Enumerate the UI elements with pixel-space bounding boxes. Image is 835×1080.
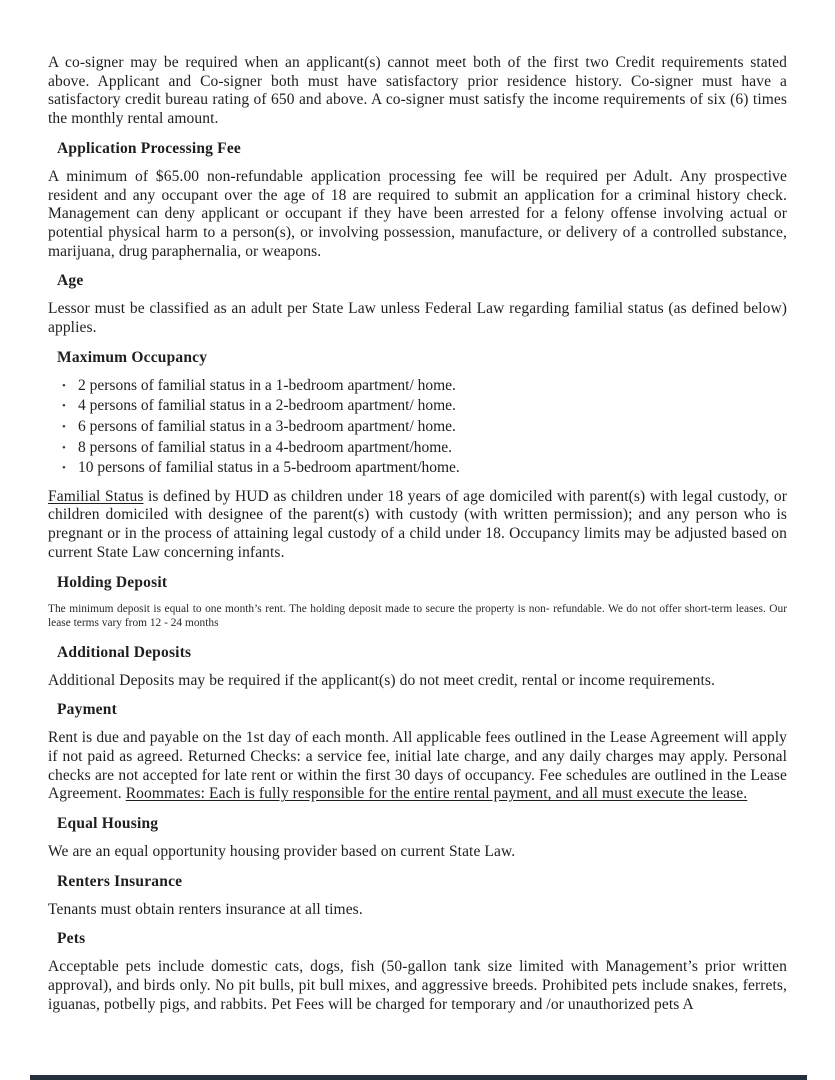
equal-housing-paragraph: We are an equal opportunity housing provider based on current State Law. <box>48 843 516 861</box>
occupancy-list-item <box>62 459 787 478</box>
application-processing-fee-paragraph: A minimum of $65.00 non-refundable application processing fee will be required per Adult. Any prospective resident and any occupant over the age of 18 are required to submit an application for a criminal history check. Management can deny applicant or occupant if they have been arrested for a felony offense involving actual or potential physical harm to a person(s), or involving possession, manufacture, or delivery of a controlled substance, marijuana, drug paraphernalia, or weapons. <box>48 167 787 260</box>
payment-roommates-underlined: Roommates: Each is fully responsible for the entire rental payment, and all must execute the lease. <box>125 785 748 803</box>
occupancy-list-item <box>62 418 787 437</box>
occupancy-item-text: 2 persons of familial status in a 1-bedroom apartment/ home. <box>78 376 456 394</box>
age-heading: Age <box>57 272 84 290</box>
bullet-icon: • <box>62 379 66 392</box>
payment-terms-text: Rent is due and payable on the 1st day of each month. All applicable fees outlined in the Lease Agreement will apply if not paid as agreed. Returned Checks: a service fee, initial late charge, and any daily charges may apply. Personal checks are not accepted for late rent or within the first 30 days of occupancy. Fee schedules are outlined in the Lease Agreement. <box>48 729 787 803</box>
renters-insurance-heading: Renters Insurance <box>57 872 183 890</box>
occupancy-list-item <box>62 377 787 396</box>
occupancy-item-text: 4 persons of familial status in a 2-bedroom apartment/ home. <box>78 397 456 415</box>
occupancy-list-item <box>62 397 787 416</box>
cosigner-paragraph: A co-signer may be required when an applicant(s) cannot meet both of the first two Credit requirements stated above. Applicant and Co-signer both must have satisfactory prior residence history. Co-signer must have a satisfactory credit bureau rating of 650 and above. A co-signer must satisfy the income requirements of six (6) times the monthly rental amount. <box>48 54 787 128</box>
bullet-icon: • <box>62 462 66 475</box>
maximum-occupancy-heading: Maximum Occupancy <box>57 348 208 366</box>
age-paragraph: Lessor must be classified as an adult per State Law unless Federal Law regarding familial status (as defined below) applies. <box>48 300 787 337</box>
familial-status-paragraph <box>48 488 787 563</box>
maximum-occupancy-list <box>48 377 787 478</box>
bullet-icon: • <box>62 420 66 433</box>
pets-heading: Pets <box>57 930 86 948</box>
bullet-icon: • <box>62 400 66 413</box>
additional-deposits-heading: Additional Deposits <box>57 643 192 661</box>
payment-heading: Payment <box>57 701 117 719</box>
equal-housing-heading: Equal Housing <box>57 815 159 833</box>
renters-insurance-paragraph: Tenants must obtain renters insurance at all times. <box>48 900 363 918</box>
occupancy-item-text: 6 persons of familial status in a 3-bedroom apartment/ home. <box>78 417 456 435</box>
bottom-divider-bar <box>30 1075 807 1080</box>
pets-paragraph: Acceptable pets include domestic cats, dogs, fish (50-gallon tank size limited with Management’s prior written approval), and birds only. No pit bulls, pit bull mixes, and aggressive breeds. Prohibited pets include snakes, ferrets, iguanas, potbelly pigs, and rabbits. Pet Fees will be charged for temporary and /or unauthorized pets A <box>48 958 787 1013</box>
occupancy-item-text: 10 persons of familial status in a 5-bedroom apartment/home. <box>78 459 460 477</box>
occupancy-item-text: 8 persons of familial status in a 4-bedroom apartment/home. <box>78 438 453 456</box>
familial-status-underlined-term: Familial Status <box>48 487 144 505</box>
familial-status-definition: is defined by HUD as children under 18 years of age domiciled with parent(s) with legal custody, or children domiciled with designee of the parent(s) with custody (with written permission); and any person who is pregnant or in the process of attaining legal custody of a child under 18. Occupancy limits may be adjusted based on current State Law concerning infants. <box>48 487 787 561</box>
holding-deposit-paragraph: The minimum deposit is equal to one month’s rent. The holding deposit made to secure the property is non- refundable. We do not offer short-term leases. Our lease terms vary from 12 - 24 months <box>48 602 787 629</box>
application-processing-fee-heading: Application Processing Fee <box>57 139 242 157</box>
occupancy-list-item <box>62 439 787 458</box>
bullet-icon: • <box>62 441 66 454</box>
additional-deposits-paragraph: Additional Deposits may be required if the applicant(s) do not meet credit, rental or income requirements. <box>48 671 715 689</box>
holding-deposit-heading: Holding Deposit <box>57 573 168 591</box>
payment-paragraph <box>48 729 787 804</box>
